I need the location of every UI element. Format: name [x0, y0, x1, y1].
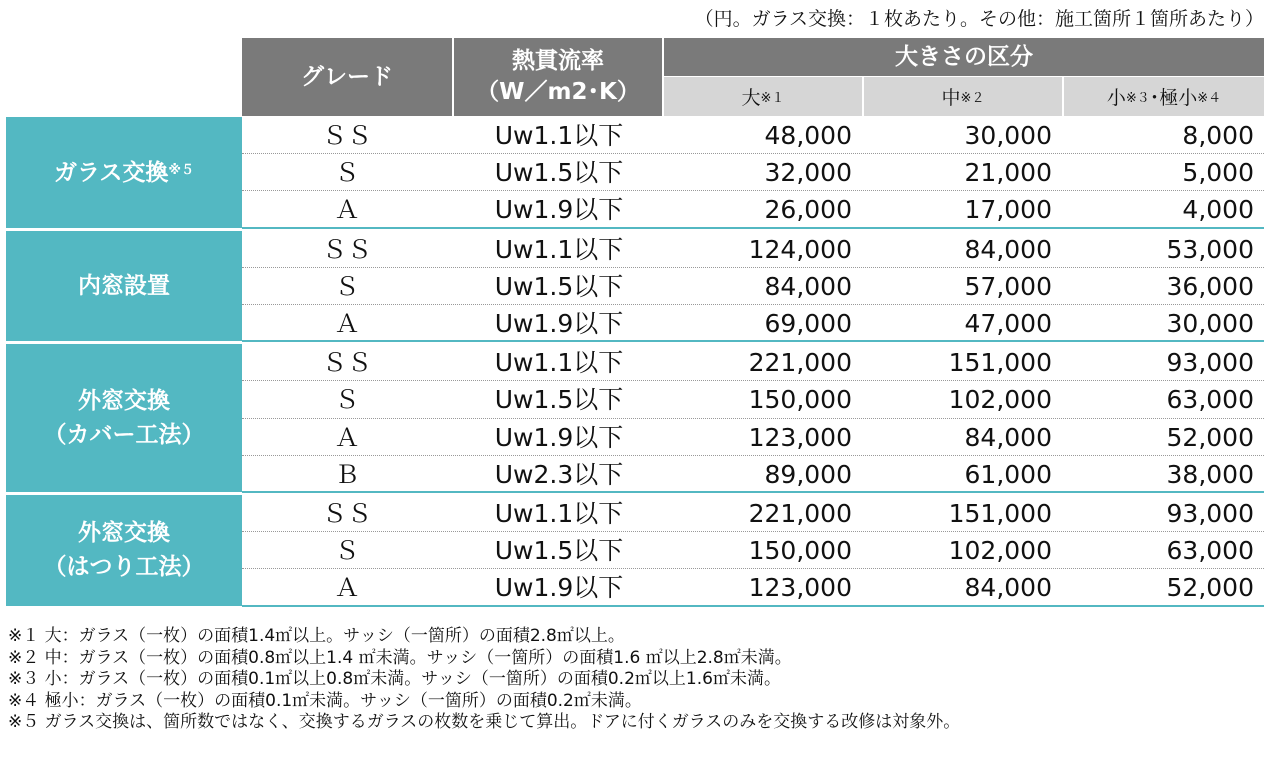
grade-cell: Ａ [334, 422, 360, 452]
price-small-cell: 52,000 [1166, 422, 1254, 452]
price-medium-cell: 47,000 [964, 309, 1052, 338]
price-medium-cell: 30,000 [964, 121, 1052, 150]
category-label-text: ガラス交換 [54, 160, 169, 187]
price-large-cell: 123,000 [748, 573, 852, 603]
uw-cell: Uw1.9以下 [494, 309, 624, 338]
header-size-group-label: 大きさの区分 [895, 43, 1033, 70]
price-small-cell: 8,000 [1182, 121, 1254, 150]
table-row [242, 268, 1264, 305]
price-small-cell: 52,000 [1166, 573, 1254, 603]
grade-cell: Ａ [334, 573, 360, 603]
category-label-text: 外窓交換 [78, 388, 170, 415]
category-label-note: ※５ [168, 163, 194, 179]
price-small-cell: 30,000 [1166, 309, 1254, 338]
header-medium-label: 中 [941, 87, 961, 109]
price-large-cell: 84,000 [764, 271, 852, 301]
category-label [6, 117, 242, 228]
grade-cell: ＳＳ [321, 234, 372, 264]
table-row [242, 569, 1264, 606]
price-medium-cell: 17,000 [964, 195, 1052, 225]
price-small-cell: 93,000 [1166, 499, 1254, 528]
uw-cell: Uw1.1以下 [494, 121, 624, 150]
grade-cell: Ｓ [334, 271, 360, 301]
uw-cell: Uw1.5以下 [494, 385, 624, 415]
price-large-cell: 69,000 [764, 309, 852, 338]
header-small-note: ※３ [1125, 91, 1150, 106]
footnote-1: ※１ 大：ガラス（一枚）の面積1.4㎡以上。サッシ（一箇所）の面積2.8㎡以上。 [8, 626, 625, 646]
price-large-cell: 150,000 [748, 385, 852, 415]
header-medium-note: ※２ [960, 91, 985, 106]
price-medium-cell: 84,000 [964, 573, 1052, 603]
header-small-label: 小 [1106, 87, 1126, 109]
footnote-4: ※４ 極小：ガラス（一枚）の面積0.1㎡未満。サッシ（一箇所）の面積0.2㎡未満。 [8, 690, 642, 711]
header-large [664, 77, 862, 116]
unit-note: （円。ガラス交換：１枚あたり。その他：施工箇所１箇所あたり） [694, 8, 1264, 30]
table-row [242, 344, 1264, 381]
uw-cell: Uw1.9以下 [494, 422, 624, 452]
price-large-cell: 124,000 [748, 234, 852, 264]
table-row [242, 456, 1264, 493]
price-medium-cell: 84,000 [964, 422, 1052, 452]
price-large-cell: 221,000 [748, 348, 852, 378]
uw-cell: Uw1.5以下 [494, 271, 624, 301]
grade-cell: Ｓ [334, 536, 360, 566]
footnote-3: ※３ 小：ガラス（一枚）の面積0.1㎡以上0.8㎡未満。サッシ（一箇所）の面積0.2㎡以上1.6㎡未満。 [8, 669, 781, 690]
footnote-5: ※５ ガラス交換は、箇所数ではなく、交換するガラスの枚数を乗じて算出。ドアに付くガラスのみを交換する改修は対象外。 [8, 712, 961, 733]
price-large-cell: 48,000 [764, 121, 852, 150]
table-row [242, 495, 1264, 532]
header-grade [242, 38, 452, 116]
table-row [242, 305, 1264, 342]
price-medium-cell: 151,000 [948, 348, 1052, 378]
uw-cell: Uw1.5以下 [494, 536, 624, 566]
header-grade-label: グレード [301, 63, 393, 90]
header-medium [864, 77, 1062, 116]
price-medium-cell: 102,000 [948, 385, 1052, 415]
uw-cell: Uw2.3以下 [494, 459, 624, 489]
header-uw-line1: 熱貫流率 [512, 48, 604, 74]
header-tiny-label: 極小 [1159, 87, 1198, 109]
table-row [242, 381, 1264, 418]
header-large-note: ※１ [760, 91, 785, 106]
grade-cell: ＳＳ [321, 348, 372, 378]
price-large-cell: 221,000 [748, 499, 852, 528]
grade-cell: Ｂ [334, 459, 360, 489]
price-small-cell: 53,000 [1166, 234, 1254, 264]
price-large-cell: 150,000 [748, 536, 852, 566]
uw-cell: Uw1.1以下 [494, 234, 624, 264]
price-small-cell: 93,000 [1166, 348, 1254, 378]
category-label-subtext: （カバー工法） [43, 422, 205, 449]
grade-cell: ＳＳ [321, 121, 372, 150]
grade-cell: Ｓ [334, 158, 360, 188]
grade-cell: Ａ [334, 195, 360, 225]
category-label-text: 外窓交換 [78, 520, 170, 547]
price-medium-cell: 151,000 [948, 499, 1052, 528]
uw-cell: Uw1.9以下 [494, 573, 624, 603]
header-small [1064, 77, 1264, 116]
price-small-cell: 4,000 [1182, 195, 1254, 225]
header-size-group [664, 38, 1264, 76]
price-medium-cell: 102,000 [948, 536, 1052, 566]
uw-cell: Uw1.1以下 [494, 348, 624, 378]
price-large-cell: 26,000 [764, 195, 852, 225]
header-small-sep: ･ [1149, 87, 1160, 109]
price-medium-cell: 84,000 [964, 234, 1052, 264]
price-large-cell: 123,000 [748, 422, 852, 452]
price-large-cell: 89,000 [764, 459, 852, 489]
header-uw [454, 38, 662, 116]
footnote-2: ※２ 中：ガラス（一枚）の面積0.8㎡以上1.4 ㎡未満。サッシ（一箇所）の面積1.6 ㎡以上2.8㎡未満。 [8, 647, 792, 668]
uw-cell: Uw1.1以下 [494, 499, 624, 528]
table-row [242, 532, 1264, 569]
price-medium-cell: 61,000 [964, 459, 1052, 489]
category-label-subtext: （はつり工法） [43, 554, 205, 581]
price-small-cell: 5,000 [1182, 158, 1254, 188]
price-small-cell: 63,000 [1166, 536, 1254, 566]
table-row [242, 231, 1264, 268]
footnotes [8, 626, 960, 734]
table-row [242, 191, 1264, 228]
uw-cell: Uw1.5以下 [494, 158, 624, 188]
grade-cell: Ａ [334, 309, 360, 338]
price-small-cell: 36,000 [1166, 271, 1254, 301]
header-tiny-note: ※４ [1197, 91, 1222, 106]
table-row [242, 154, 1264, 191]
price-large-cell: 32,000 [764, 158, 852, 188]
uw-cell: Uw1.9以下 [494, 195, 624, 225]
price-medium-cell: 21,000 [964, 158, 1052, 188]
table-row [242, 117, 1264, 154]
table-row [242, 419, 1264, 456]
header-uw-line2: （W／m2･K） [476, 79, 640, 105]
price-small-cell: 38,000 [1166, 459, 1254, 489]
price-medium-cell: 57,000 [964, 271, 1052, 301]
category-label [6, 344, 242, 492]
category-label-text: 内窓設置 [78, 272, 170, 299]
grade-cell: ＳＳ [321, 499, 372, 528]
category-label [6, 495, 242, 606]
price-small-cell: 63,000 [1166, 385, 1254, 415]
grade-cell: Ｓ [334, 385, 360, 415]
category-label [6, 231, 242, 342]
header-large-label: 大 [741, 87, 761, 109]
